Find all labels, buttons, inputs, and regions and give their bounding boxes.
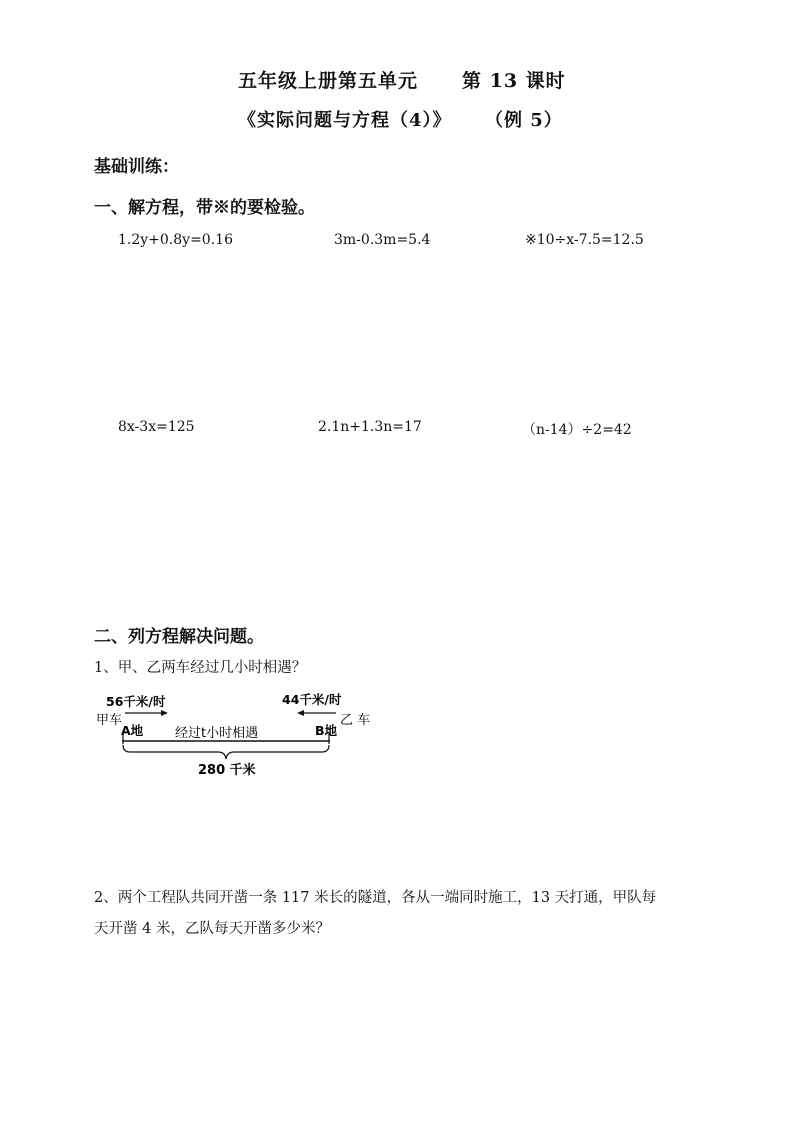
equation-2: 3m-0.3m=5.4 bbox=[334, 232, 431, 248]
lesson-number: 第 13 课时 bbox=[462, 70, 566, 92]
b-place-label: B地 bbox=[315, 723, 338, 738]
question-2-line-1: 2、两个工程队共同开凿一条 117 米长的隧道，各从一端同时施工，13 天打通，甲队每 bbox=[94, 890, 657, 906]
part1-heading: 一、解方程，带※的要检验。 bbox=[94, 198, 315, 218]
right-arrow-head bbox=[297, 710, 304, 716]
equation-4: 8x-3x=125 bbox=[118, 419, 195, 435]
basic-training-label: 基础训练： bbox=[94, 157, 179, 177]
page-subtitle: 《实际问题与方程（4）》 bbox=[238, 110, 452, 131]
left-arrow-head bbox=[161, 710, 168, 716]
a-place-label: A地 bbox=[121, 723, 144, 738]
distance-label: 280 千米 bbox=[198, 763, 256, 778]
question-1: 1、甲、乙两车经过几小时相遇？ bbox=[94, 660, 307, 676]
right-car-label: 乙 车 bbox=[340, 713, 371, 728]
equation-6: （n-14）÷2=42 bbox=[522, 422, 632, 438]
left-car-label: 甲车 bbox=[96, 713, 123, 728]
distance-brace bbox=[123, 745, 329, 759]
right-speed-label: 44千米/时 bbox=[282, 692, 342, 707]
equation-3: ※10÷x-7.5=12.5 bbox=[525, 232, 644, 248]
meeting-label: 经过t小时相遇 bbox=[175, 726, 259, 741]
page-title: 五年级上册第五单元 bbox=[238, 70, 419, 92]
question-2-line-2: 天开凿 4 米，乙队每天开凿多少米？ bbox=[94, 921, 330, 937]
part2-heading: 二、列方程解决问题。 bbox=[94, 627, 264, 647]
example-label: （例 5） bbox=[485, 110, 563, 131]
equation-5: 2.1n+1.3n=17 bbox=[318, 419, 422, 435]
left-speed-label: 56千米/时 bbox=[106, 694, 166, 709]
equation-1: 1.2y+0.8y=0.16 bbox=[118, 232, 233, 248]
meeting-diagram bbox=[90, 688, 390, 780]
